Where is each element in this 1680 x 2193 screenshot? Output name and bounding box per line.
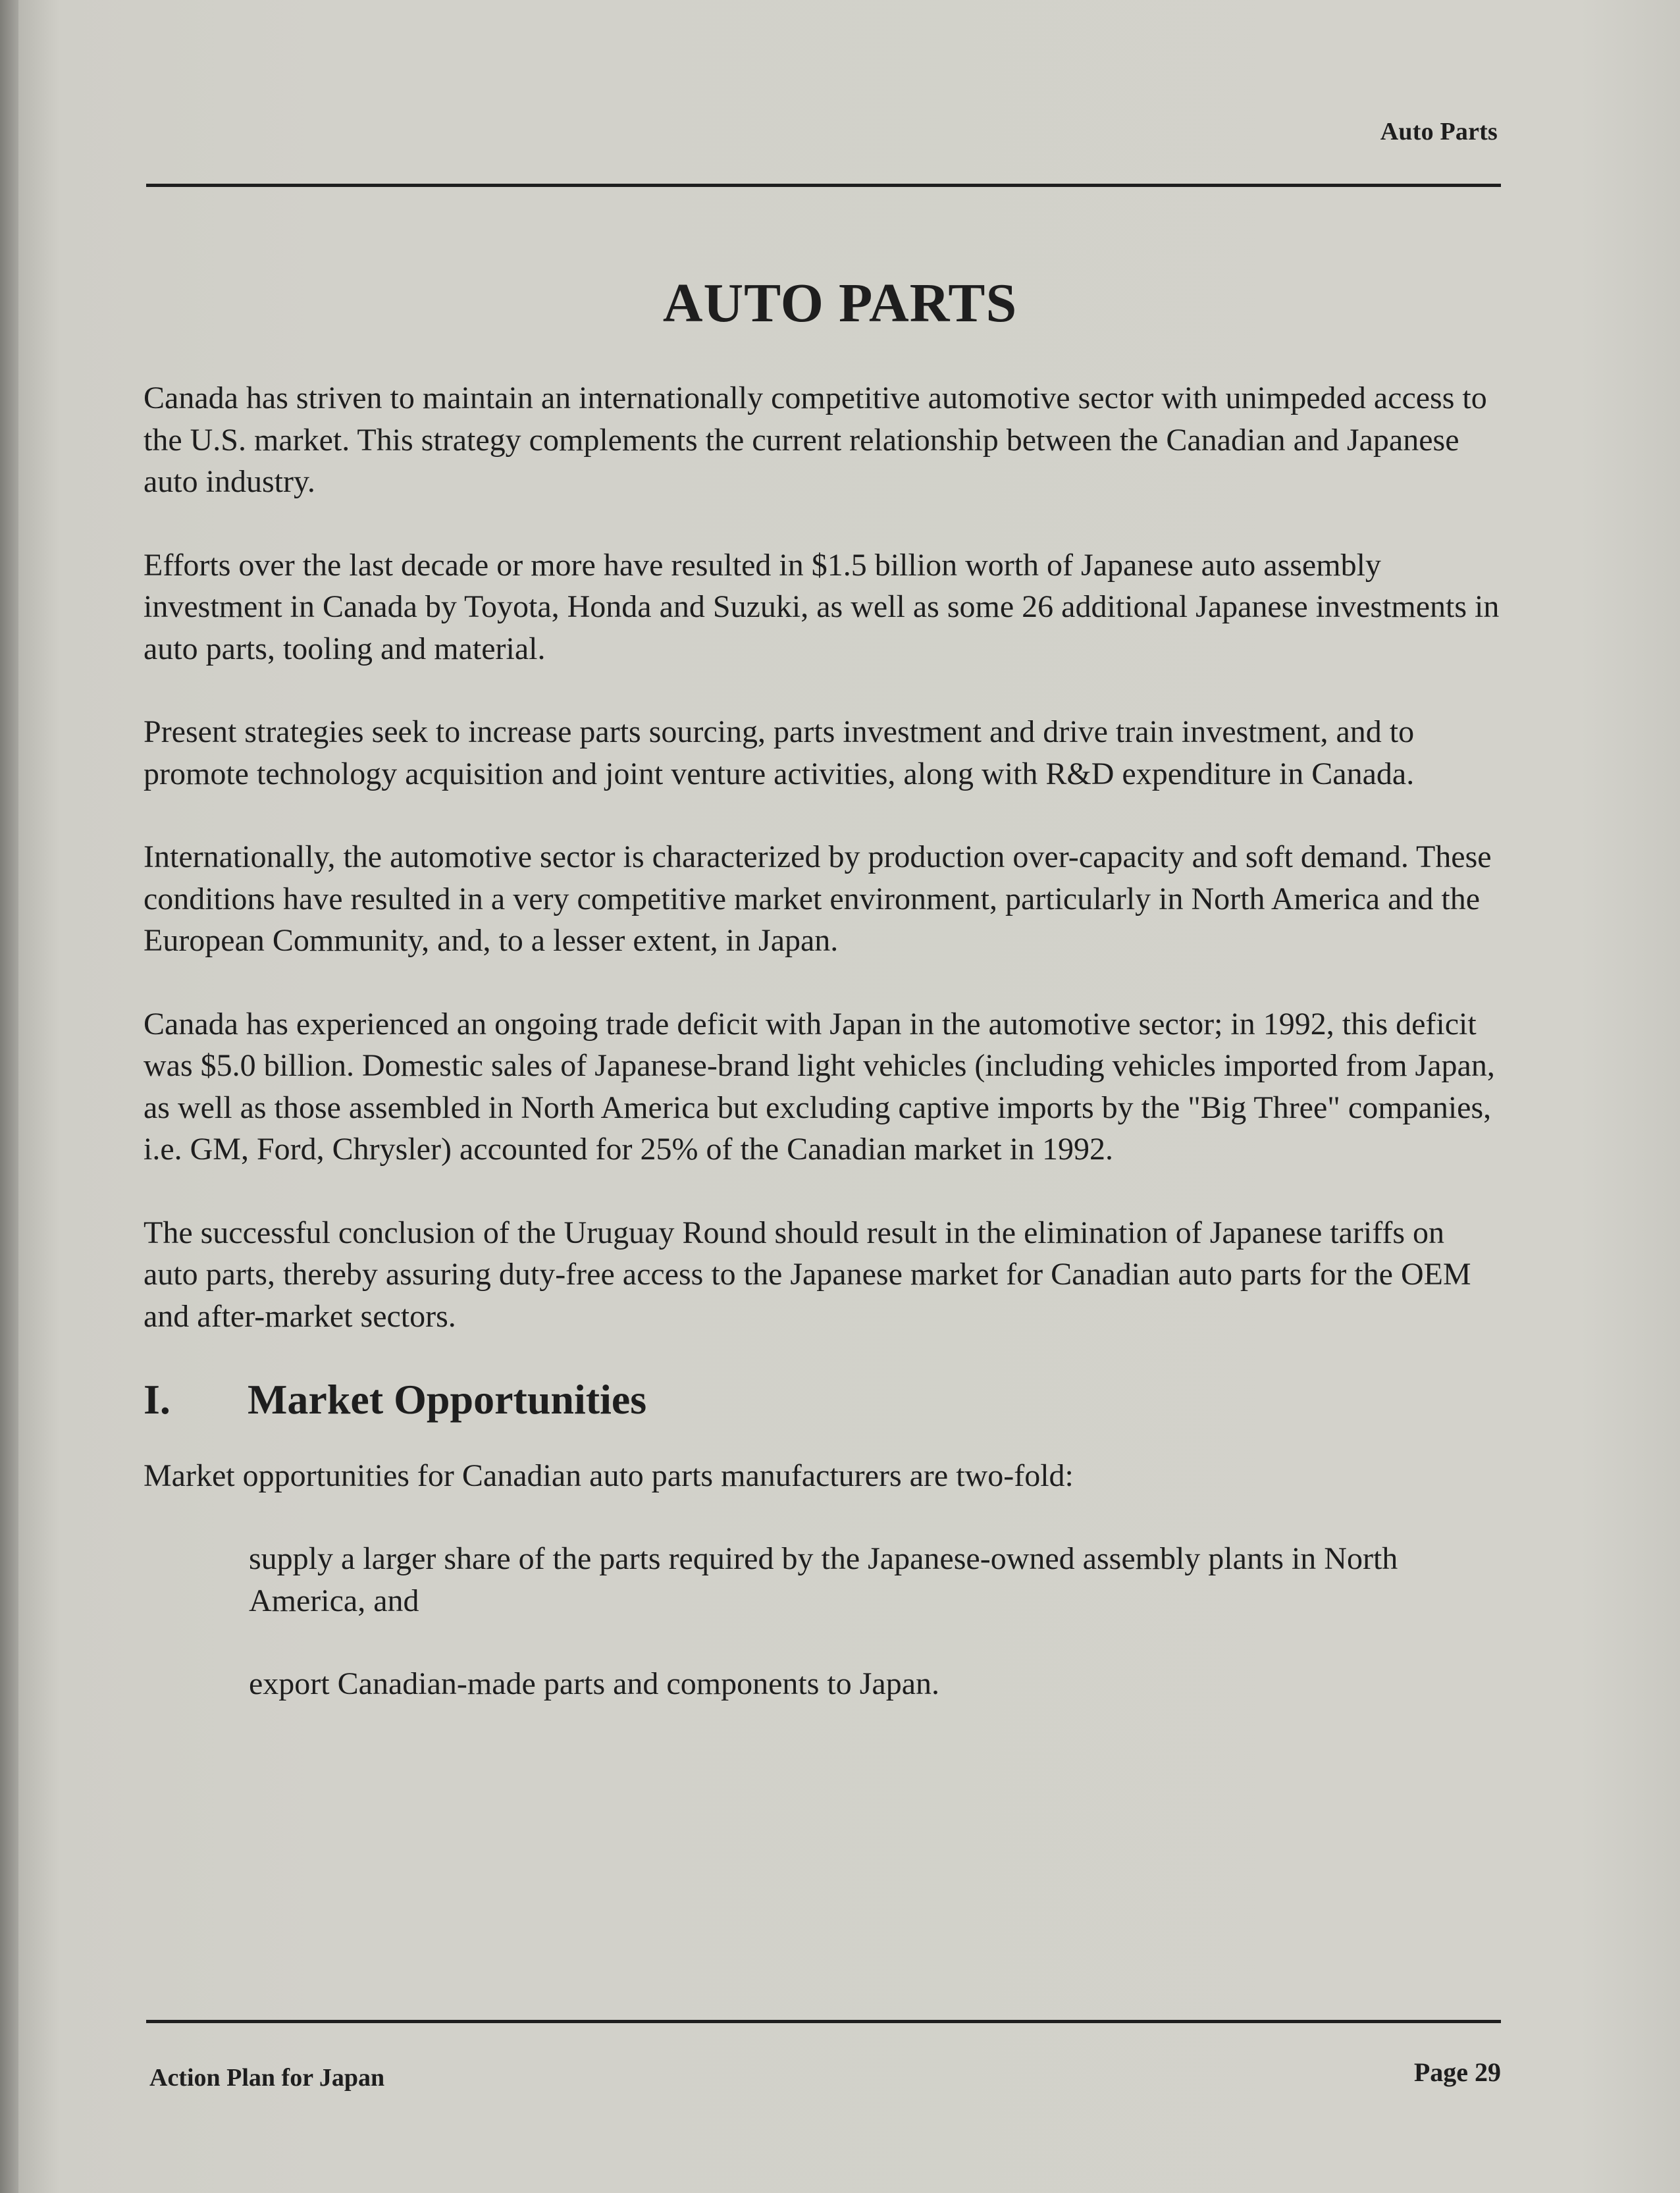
header-rule [146, 184, 1501, 187]
paragraph: Efforts over the last decade or more have resulted in $1.5 billion worth of Japanese auto assembly investment in Canada by Toyota, Honda and Suzuki, as well as some 26 additional Japanese investments in auto parts, tooling and material. [144, 547, 1500, 666]
page-title-text: AUTO PARTS [662, 273, 1018, 334]
list-item: supply a larger share of the parts required by the Japanese-owned assembly plants in North America, and [249, 1541, 1398, 1618]
footer-rule [146, 2020, 1501, 2023]
paragraph: The successful conclusion of the Uruguay Round should result in the elimination of Japanese tariffs on auto parts, thereby assuring duty-free access to the Japanese market for Canadian auto parts for the OEM and after-market sectors. [144, 1215, 1471, 1334]
footer-publication-title: Action Plan for Japan [149, 2064, 385, 2092]
running-header: Auto Parts [1380, 118, 1498, 145]
paragraph: Internationally, the automotive sector is characterized by production over-capacity and soft demand. These conditions have resulted in a very competitive market environment, particularly in North America and the European Community, and, to a lesser extent, in Japan. [144, 839, 1492, 958]
paragraph: Canada has striven to maintain an internationally competitive automotive sector with unimpeded access to the U.S. market. This strategy complements the current relationship between the Canadian and Japanese auto industry. [144, 381, 1487, 499]
paragraph: Canada has experienced an ongoing trade deficit with Japan in the automotive sector; in 1992, this deficit was $5.0 billion. Domestic sales of Japanese-brand light vehicles (including vehicles imported from Japan, as well as those assembled in North America but excluding captive imports by the "Big Three" companies, i.e. GM, Ford, Chrysler) accounted for 25% of the Canadian market in 1992. [144, 1006, 1495, 1167]
page-title [0, 271, 1680, 335]
section-intro: Market opportunities for Canadian auto parts manufacturers are two-fold: [144, 1458, 1074, 1493]
section-heading [144, 1376, 1506, 1423]
list-item: export Canadian-made parts and components to Japan. [249, 1666, 940, 1701]
section-number: I. [144, 1376, 171, 1423]
section-title: Market Opportunities [248, 1376, 647, 1423]
body-text [144, 377, 1506, 1747]
page-number: Page 29 [1413, 2057, 1501, 2087]
paragraph: Present strategies seek to increase parts sourcing, parts investment and drive train investment, and to promote technology acquisition and joint venture activities, along with R&D expenditure in Canada. [144, 714, 1415, 791]
